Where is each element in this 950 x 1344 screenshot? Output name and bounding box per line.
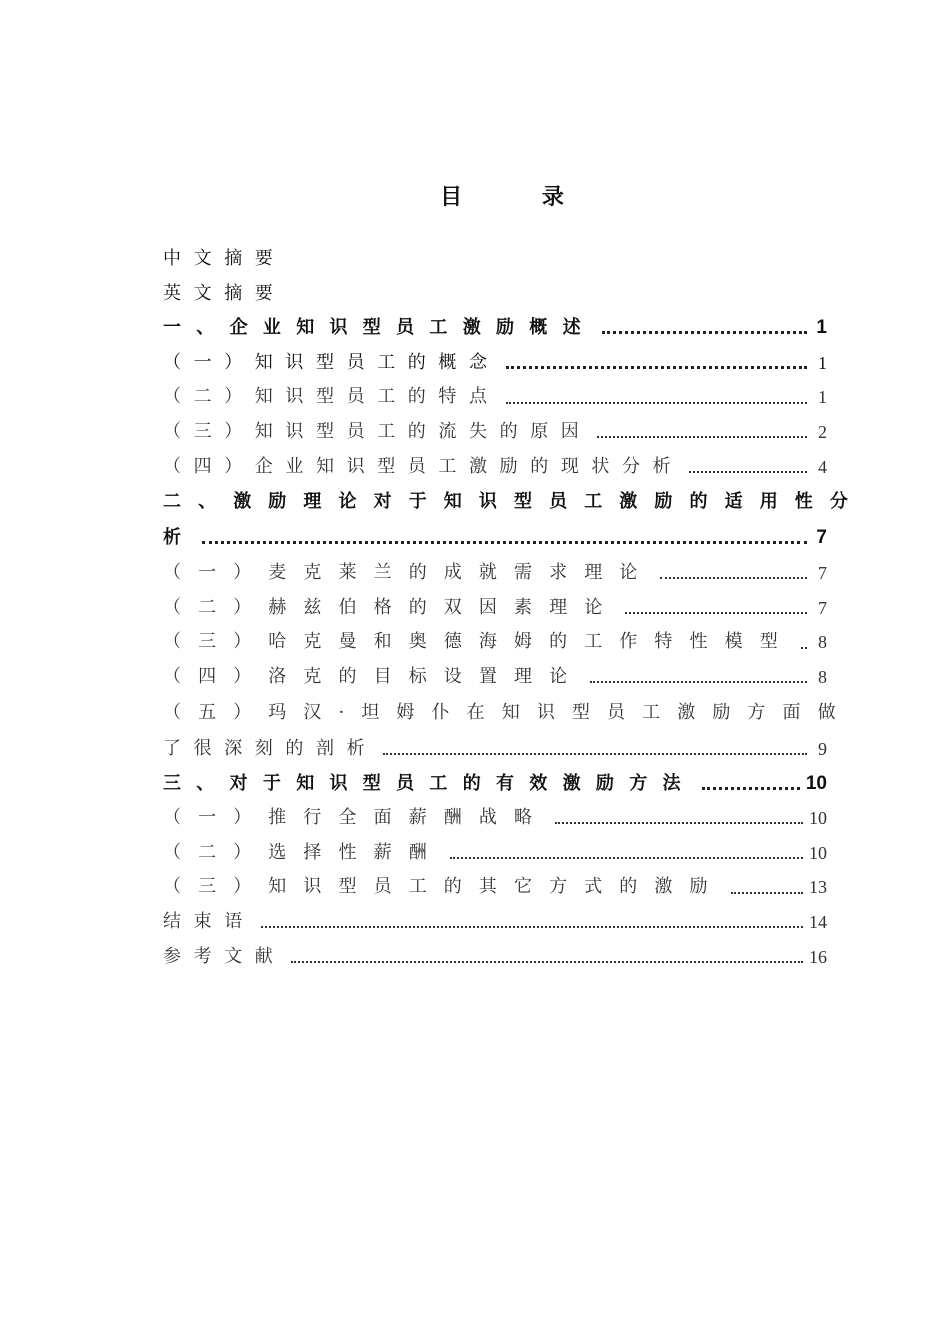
toc-page-number: 1 <box>816 317 827 339</box>
toc-entry[interactable] <box>163 905 827 940</box>
toc-page-number: 10 <box>809 808 827 829</box>
dot-leader <box>702 775 800 793</box>
dot-leader <box>202 529 807 547</box>
toc-title: 目 录 <box>440 185 600 210</box>
toc-entry-text: 参考文献 <box>163 945 286 967</box>
toc-entry-chapter[interactable] <box>163 767 827 802</box>
toc-entry-text: （一）麦克莱兰的成就需求理论 <box>163 562 655 584</box>
dot-leader <box>801 634 807 652</box>
dot-leader <box>261 913 803 931</box>
toc-page-number: 7 <box>818 597 827 618</box>
toc-entry[interactable] <box>163 277 827 312</box>
toc-page-number: 7 <box>816 527 827 549</box>
toc-entry-text: 一、企业知识型员工激励概述 <box>163 317 596 339</box>
toc-entry-text: （二）赫兹伯格的双因素理论 <box>163 596 620 618</box>
dot-leader <box>597 423 807 441</box>
dot-leader <box>625 599 807 617</box>
toc-entry[interactable] <box>163 591 827 626</box>
toc-entry-text-line2: 了很深刻的剖析 <box>163 737 378 759</box>
toc-entry-chapter[interactable] <box>163 484 865 520</box>
toc-page-number: 8 <box>818 632 827 653</box>
toc-entry-chapter-continued[interactable] <box>163 520 827 556</box>
table-of-contents <box>163 242 865 974</box>
toc-page-number: 9 <box>818 738 827 759</box>
dot-leader <box>291 948 803 966</box>
toc-entry-text: （三）哈克曼和奥德海姆的工作特性模型 <box>163 631 795 653</box>
toc-entry[interactable] <box>163 242 827 277</box>
toc-entry[interactable] <box>163 870 827 905</box>
toc-page-number: 1 <box>818 387 827 408</box>
toc-page-number: 7 <box>818 563 827 584</box>
dot-leader <box>383 740 807 758</box>
toc-entry[interactable] <box>163 380 827 415</box>
dot-leader <box>731 879 803 897</box>
toc-entry-text: 英文摘要 <box>163 282 286 304</box>
toc-entry-text-line2: 析 <box>163 527 197 549</box>
toc-entry-text: （三）知识型员工的其它方式的激励 <box>163 876 725 898</box>
dot-leader <box>689 458 807 476</box>
toc-entry[interactable] <box>163 625 827 660</box>
toc-entry[interactable] <box>163 556 827 591</box>
toc-entry-text-line1: （五）玛汉·坦姆仆在知识型员工激励方面做 <box>163 701 853 723</box>
toc-entry[interactable] <box>163 695 853 731</box>
toc-entry-text: （二）选择性薪酬 <box>163 841 444 863</box>
toc-entry[interactable] <box>163 450 827 485</box>
toc-entry[interactable] <box>163 415 827 450</box>
dot-leader <box>555 809 803 827</box>
toc-entry-text: （四）洛克的目标设置理论 <box>163 665 585 687</box>
toc-page-number: 13 <box>809 877 827 898</box>
dot-leader <box>506 389 807 407</box>
dot-leader <box>602 319 807 337</box>
dot-leader <box>450 844 803 862</box>
toc-page-number: 16 <box>809 946 827 967</box>
toc-page-number: 1 <box>818 352 827 373</box>
toc-page-number: 10 <box>805 772 827 794</box>
dot-leader <box>506 354 807 372</box>
toc-entry-text: （一）推行全面薪酬战略 <box>163 807 550 829</box>
dot-leader <box>660 564 807 582</box>
dot-leader <box>590 668 807 686</box>
toc-entry-chapter[interactable] <box>163 311 827 346</box>
toc-page-number: 8 <box>818 666 827 687</box>
toc-page-number: 4 <box>818 456 827 477</box>
toc-entry[interactable] <box>163 940 827 975</box>
toc-entry[interactable] <box>163 836 827 871</box>
toc-entry-text-line1: 二、激励理论对于知识型员工激励的适用性分 <box>163 491 865 513</box>
toc-entry-text: 中文摘要 <box>163 248 286 269</box>
toc-page-number: 10 <box>809 842 827 863</box>
toc-entry-text: 结束语 <box>163 910 255 932</box>
toc-page-number: 14 <box>809 911 827 932</box>
toc-entry[interactable] <box>163 801 827 836</box>
toc-entry-text: 三、对于知识型员工的有效激励方法 <box>163 772 696 794</box>
toc-entry-text: （二）知识型员工的特点 <box>163 386 500 408</box>
toc-entry-text: （三）知识型员工的流失的原因 <box>163 420 592 442</box>
toc-page-number: 2 <box>818 421 827 442</box>
toc-entry-continued[interactable] <box>163 731 827 767</box>
toc-entry[interactable] <box>163 346 827 381</box>
toc-entry-text: （四）企业知识型员工激励的现状分析 <box>163 455 684 477</box>
toc-entry[interactable] <box>163 660 827 695</box>
toc-entry-text: （一）知识型员工的概念 <box>163 351 500 373</box>
